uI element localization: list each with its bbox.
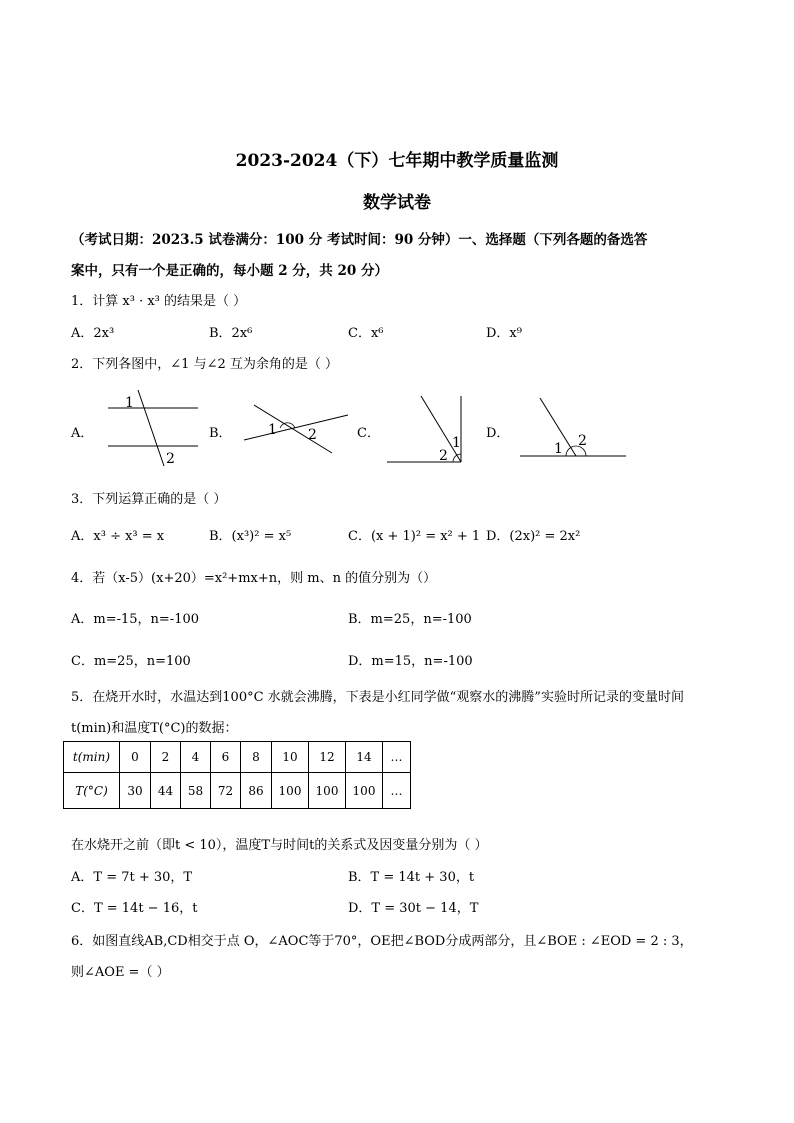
table-row bbox=[64, 773, 411, 809]
q2-figure-c bbox=[385, 392, 470, 467]
q1-option-b: B．2x⁶ bbox=[209, 326, 253, 341]
q4-option-d: D．m=15，n=-100 bbox=[348, 654, 473, 669]
table-cell: 30 bbox=[120, 773, 151, 809]
table-cell: 100 bbox=[346, 773, 383, 809]
q2-figure-d bbox=[518, 396, 633, 461]
q2-label-c: C． bbox=[357, 426, 380, 441]
table-cell: 14 bbox=[346, 742, 383, 773]
table-cell: … bbox=[383, 742, 411, 773]
q5-question: 在水烧开之前（即t < 10），温度T与时间t的关系式及因变量分别为（ ） bbox=[71, 838, 488, 853]
table-cell: 72 bbox=[211, 773, 241, 809]
q1-option-d: D．x⁹ bbox=[486, 326, 522, 341]
q5-stem-line2: t(min)和温度T(°C)的数据： bbox=[71, 721, 238, 736]
table-cell: 8 bbox=[241, 742, 272, 773]
table-cell: 58 bbox=[181, 773, 211, 809]
q1-option-c: C．x⁶ bbox=[348, 326, 384, 341]
table-row-header: T(°C) bbox=[64, 773, 120, 809]
table-cell: … bbox=[383, 773, 411, 809]
q4-option-b: B．m=25，n=-100 bbox=[348, 612, 472, 627]
q3-option-b: B．(x³)² = x⁵ bbox=[209, 529, 292, 544]
q2-b-angle1-label: 1 bbox=[268, 422, 277, 438]
q5-option-b: B．T = 14t + 30，t bbox=[348, 870, 475, 885]
table-cell: 44 bbox=[151, 773, 181, 809]
table-cell: 100 bbox=[272, 773, 309, 809]
q2-d-angle1-label: 1 bbox=[554, 441, 563, 457]
q4-option-c: C．m=25，n=100 bbox=[71, 654, 191, 669]
q3-option-d: D．(2x)² = 2x² bbox=[486, 529, 581, 544]
q2-d-angle2-label: 2 bbox=[578, 433, 587, 449]
table-row bbox=[64, 742, 411, 773]
q5-option-a: A．T = 7t + 30，T bbox=[71, 870, 193, 885]
q3-stem: 3．下列运算正确的是（ ） bbox=[71, 492, 227, 507]
q1-stem: 1．计算 x³ · x³ 的结果是（ ） bbox=[71, 294, 247, 309]
q5-data-table bbox=[63, 741, 411, 809]
q2-label-a: A． bbox=[71, 426, 94, 441]
q2-a-angle1-label: 1 bbox=[125, 395, 134, 411]
q6-stem-line2: 则∠AOE =（ ） bbox=[71, 965, 170, 980]
q2-figure-a bbox=[100, 388, 210, 468]
page-subtitle: 数学试卷 bbox=[363, 193, 431, 213]
exam-info-line1: （考试日期：2023.5 试卷满分：100 分 考试时间：90 分钟）一、选择题（下列各题的备选答 bbox=[71, 232, 648, 248]
table-cell: 12 bbox=[309, 742, 346, 773]
q3-option-a: A．x³ ÷ x³ = x bbox=[71, 529, 165, 544]
q2-label-b: B． bbox=[209, 426, 232, 441]
q5-stem-line1: 5．在烧开水时，水温达到100°C 水就会沸腾，下表是小红同学做“观察水的沸腾”实验时所记录的变量时间 bbox=[71, 690, 684, 705]
q2-c-angle1-label: 1 bbox=[452, 435, 461, 451]
table-cell: 10 bbox=[272, 742, 309, 773]
q2-label-d: D． bbox=[486, 426, 510, 441]
table-row-header: t(min) bbox=[64, 742, 120, 773]
table-cell: 4 bbox=[181, 742, 211, 773]
q6-stem-line1: 6．如图直线AB,CD相交于点 O，∠AOC等于70°，OE把∠BOD分成两部分，且∠BOE : ∠EOD = 2 : 3， bbox=[71, 934, 693, 949]
table-cell: 86 bbox=[241, 773, 272, 809]
q5-option-d: D．T = 30t − 14，T bbox=[348, 901, 479, 916]
q2-b-angle2-label: 2 bbox=[308, 427, 317, 443]
q1-option-a: A．2x³ bbox=[71, 326, 115, 341]
table-cell: 100 bbox=[309, 773, 346, 809]
q2-stem: 2．下列各图中，∠1 与∠2 互为余角的是（ ） bbox=[71, 357, 338, 372]
q2-c-angle2-label: 2 bbox=[439, 448, 448, 464]
q3-option-c: C．(x + 1)² = x² + 1 bbox=[348, 529, 481, 544]
table-cell: 0 bbox=[120, 742, 151, 773]
q2-a-angle2-label: 2 bbox=[166, 451, 175, 467]
table-cell: 2 bbox=[151, 742, 181, 773]
q4-option-a: A．m=-15，n=-100 bbox=[71, 612, 200, 627]
page-title: 2023-2024（下）七年期中教学质量监测 bbox=[235, 151, 559, 171]
q4-stem: 4．若（x-5）(x+20）=x²+mx+n，则 m、n 的值分别为（） bbox=[71, 571, 437, 586]
table-cell: 6 bbox=[211, 742, 241, 773]
q5-option-c: C．T = 14t − 16，t bbox=[71, 901, 198, 916]
q2-figure-b bbox=[240, 395, 355, 460]
exam-info-line2: 案中，只有一个是正确的，每小题 2 分，共 20 分） bbox=[71, 263, 388, 279]
